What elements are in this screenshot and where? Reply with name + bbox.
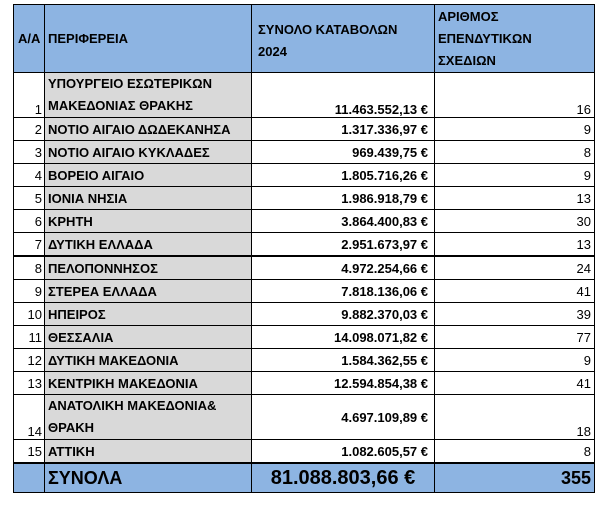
table-row [14, 73, 595, 118]
row-amount: 9.882.370,03 € [252, 303, 435, 326]
row-amount: 14.098.071,82 € [252, 326, 435, 349]
totals-label: ΣΥΝΟΛΑ [45, 463, 252, 493]
row-aa: 6 [14, 210, 45, 233]
header-count: ΑΡΙΘΜΟΣ ΕΠΕΝΔΥΤΙΚΩΝ ΣΧΕΔΙΩΝ [435, 5, 595, 73]
row-count: 24 [435, 256, 595, 280]
row-count: 13 [435, 187, 595, 210]
row-count: 77 [435, 326, 595, 349]
table-row [14, 118, 595, 141]
row-count: 13 [435, 233, 595, 257]
row-count: 39 [435, 303, 595, 326]
row-region: ΝΟΤΙΟ ΑΙΓΑΙΟ ΚΥΚΛΑΔΕΣ [45, 141, 252, 164]
row-aa: 1 [14, 73, 45, 118]
table-row [14, 141, 595, 164]
row-aa: 9 [14, 280, 45, 303]
header-amount: ΣΥΝΟΛΟ ΚΑΤΑΒΟΛΩΝ 2024 [252, 5, 435, 73]
row-count: 9 [435, 349, 595, 372]
totals-amount: 81.088.803,66 € [252, 463, 435, 493]
table-row [14, 372, 595, 395]
table-row [14, 349, 595, 372]
row-amount: 4.697.109,89 € [252, 395, 435, 440]
row-region: ΣΤΕΡΕΑ ΕΛΛΑΔΑ [45, 280, 252, 303]
row-count: 9 [435, 118, 595, 141]
row-aa: 3 [14, 141, 45, 164]
row-region: ΚΡΗΤΗ [45, 210, 252, 233]
table-row [14, 280, 595, 303]
table-row [14, 164, 595, 187]
row-region: ΥΠΟΥΡΓΕΙΟ ΕΣΩΤΕΡΙΚΩΝ ΜΑΚΕΔΟΝΙΑΣ ΘΡΑΚΗΣ [45, 73, 252, 118]
row-amount: 1.082.605,57 € [252, 440, 435, 464]
table-row [14, 303, 595, 326]
header-aa: Α/Α [14, 5, 45, 73]
row-aa: 12 [14, 349, 45, 372]
row-amount: 1.805.716,26 € [252, 164, 435, 187]
row-region: ΗΠΕΙΡΟΣ [45, 303, 252, 326]
table-row [14, 187, 595, 210]
row-aa: 10 [14, 303, 45, 326]
table-row [14, 210, 595, 233]
row-amount: 1.317.336,97 € [252, 118, 435, 141]
row-amount: 7.818.136,06 € [252, 280, 435, 303]
row-amount: 1.986.918,79 € [252, 187, 435, 210]
row-amount: 12.594.854,38 € [252, 372, 435, 395]
row-count: 41 [435, 372, 595, 395]
row-count: 30 [435, 210, 595, 233]
row-count: 8 [435, 141, 595, 164]
table-row [14, 440, 595, 464]
row-region: ΑΤΤΙΚΗ [45, 440, 252, 464]
totals-row [14, 463, 595, 493]
row-count: 18 [435, 395, 595, 440]
row-aa: 2 [14, 118, 45, 141]
row-aa: 8 [14, 256, 45, 280]
row-region: ΙΟΝΙΑ ΝΗΣΙΑ [45, 187, 252, 210]
row-region: ΔΥΤΙΚΗ ΜΑΚΕΔΟΝΙΑ [45, 349, 252, 372]
row-count: 41 [435, 280, 595, 303]
row-region: ΝΟΤΙΟ ΑΙΓΑΙΟ ΔΩΔΕΚΑΝΗΣΑ [45, 118, 252, 141]
payments-table [13, 4, 595, 493]
row-region: ΠΕΛΟΠΟΝΝΗΣΟΣ [45, 256, 252, 280]
row-aa: 14 [14, 395, 45, 440]
totals-aa [14, 463, 45, 493]
row-aa: 15 [14, 440, 45, 464]
row-region: ΒΟΡΕΙΟ ΑΙΓΑΙΟ [45, 164, 252, 187]
row-region: ΑΝΑΤΟΛΙΚΗ ΜΑΚΕΔΟΝΙΑ& ΘΡΑΚΗ [45, 395, 252, 440]
header-region: ΠΕΡΙΦΕΡΕΙΑ [45, 5, 252, 73]
row-aa: 11 [14, 326, 45, 349]
row-amount: 1.584.362,55 € [252, 349, 435, 372]
table-row [14, 326, 595, 349]
row-amount: 3.864.400,83 € [252, 210, 435, 233]
row-amount: 11.463.552,13 € [252, 73, 435, 118]
row-aa: 5 [14, 187, 45, 210]
row-region: ΔΥΤΙΚΗ ΕΛΛΑΔΑ [45, 233, 252, 257]
row-aa: 13 [14, 372, 45, 395]
header-row [14, 5, 595, 73]
row-region: ΘΕΣΣΑΛΙΑ [45, 326, 252, 349]
table-row [14, 233, 595, 257]
row-amount: 2.951.673,97 € [252, 233, 435, 257]
row-region: ΚΕΝΤΡΙΚΗ ΜΑΚΕΔΟΝΙΑ [45, 372, 252, 395]
row-count: 9 [435, 164, 595, 187]
row-aa: 4 [14, 164, 45, 187]
row-count: 16 [435, 73, 595, 118]
row-count: 8 [435, 440, 595, 464]
row-amount: 4.972.254,66 € [252, 256, 435, 280]
table-row [14, 256, 595, 280]
table-row [14, 395, 595, 440]
totals-count: 355 [435, 463, 595, 493]
payments-table-container [13, 4, 595, 493]
row-aa: 7 [14, 233, 45, 257]
row-amount: 969.439,75 € [252, 141, 435, 164]
